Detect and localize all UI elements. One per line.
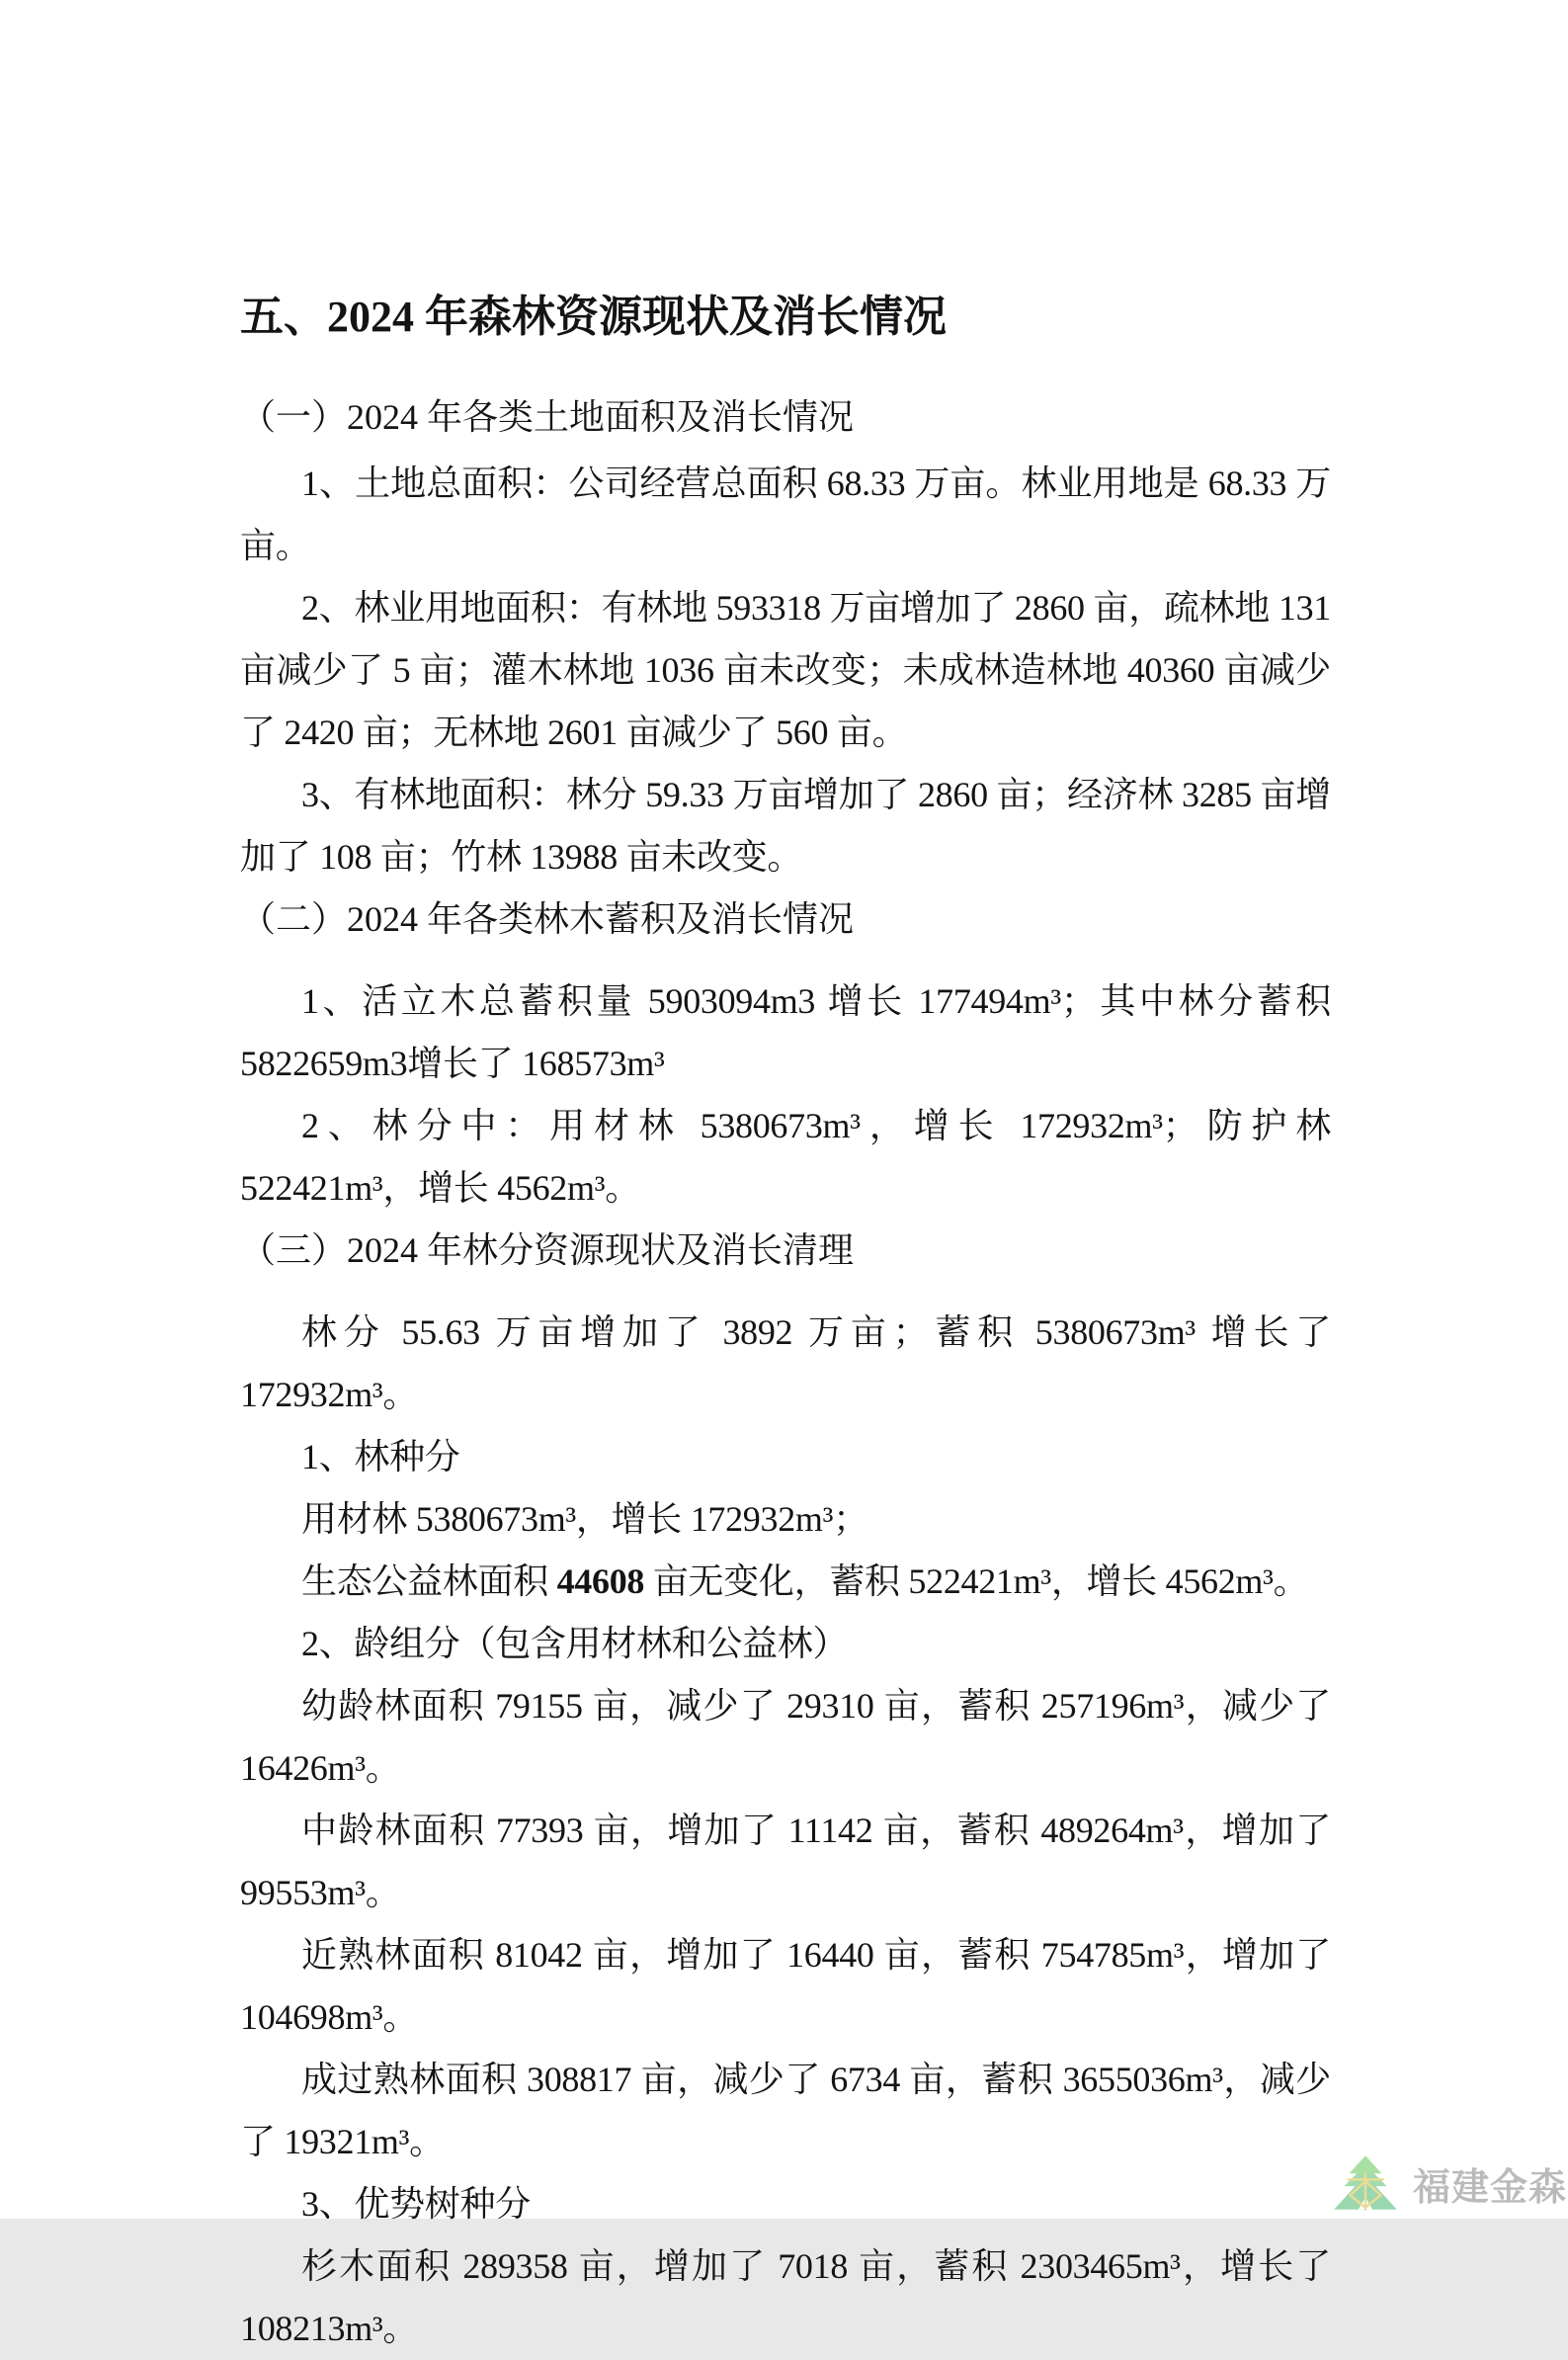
section-2-heading: （二）2024 年各类林木蓄积及消长情况 (240, 899, 855, 939)
company-logo-text: 福建金森 (1413, 2166, 1568, 2209)
text-run: 亩无变化，蓄积 522421m³，增长 4562m³。 (644, 1561, 1309, 1601)
section-3-heading: （三）2024 年林分资源现状及消长清理 (240, 1230, 855, 1270)
paragraph: 用材林 5380673m³，增长 172932m³； (301, 1499, 868, 1539)
paragraph: 2、林分中：用材林 5380673m³，增长 172932m³；防护林 522421m³，增长 4562m³。 (240, 1106, 1331, 1208)
paragraph: 2、林业用地面积：有林地 593318 万亩增加了 2860 亩，疏林地 131 亩减少了 5 亩；灌木林地 1036 亩未改变；未成林造林地 40360 亩减少了 2420 亩；无林地 2601 亩减少了 560 亩。 (240, 588, 1331, 752)
bold-number: 44608 (556, 1561, 645, 1601)
paragraph: 1、林种分 (301, 1437, 460, 1476)
paragraph: 3、有林地面积：林分 59.33 万亩增加了 2860 亩；经济林 3285 亩增加了 108 亩；竹林 13988 亩未改变。 (240, 775, 1331, 877)
section-1-heading: （一）2024 年各类土地面积及消长情况 (240, 397, 855, 437)
paragraph: 3、优势树种分 (301, 2184, 531, 2224)
paragraph: 1、活立木总蓄积量 5903094m3 增长 177494m³；其中林分蓄积 5822659m3增长了 168573m³ (240, 981, 1331, 1083)
paragraph (240, 1551, 1331, 1613)
paragraph: 1、土地总面积：公司经营总面积 68.33 万亩。林业用地是 68.33 万亩。 (240, 464, 1331, 565)
paragraph: 2、龄组分（包含用材林和公益林） (301, 1624, 849, 1663)
paragraph: 成过熟林面积 308817 亩，减少了 6734 亩，蓄积 3655036m³，减少了 19321m³。 (240, 2060, 1331, 2161)
company-logo (1328, 2154, 1567, 2212)
paragraph: 杉木面积 289358 亩，增加了 7018 亩，蓄积 2303465m³，增长了 108213m³。 (240, 2246, 1331, 2348)
paragraph: 近熟林面积 81042 亩，增加了 16440 亩，蓄积 754785m³，增加了 104698m³。 (240, 1935, 1331, 2037)
document-body (240, 294, 1331, 2360)
paragraph: 中龄林面积 77393 亩，增加了 11142 亩，蓄积 489264m³，增加了 99553m³。 (240, 1811, 1331, 1912)
page-title: 五、2024 年森林资源现状及消长情况 (240, 293, 947, 341)
paragraph: 幼龄林面积 79155 亩，减少了 29310 亩，蓄积 257196m³，减少了 16426m³。 (240, 1686, 1331, 1788)
paragraph: 林分 55.63 万亩增加了 3892 万亩；蓄积 5380673m³ 增长了 172932m³。 (240, 1312, 1331, 1414)
text-run: 生态公益林面积 (301, 1561, 557, 1601)
pine-tree-logo-icon (1328, 2154, 1403, 2212)
